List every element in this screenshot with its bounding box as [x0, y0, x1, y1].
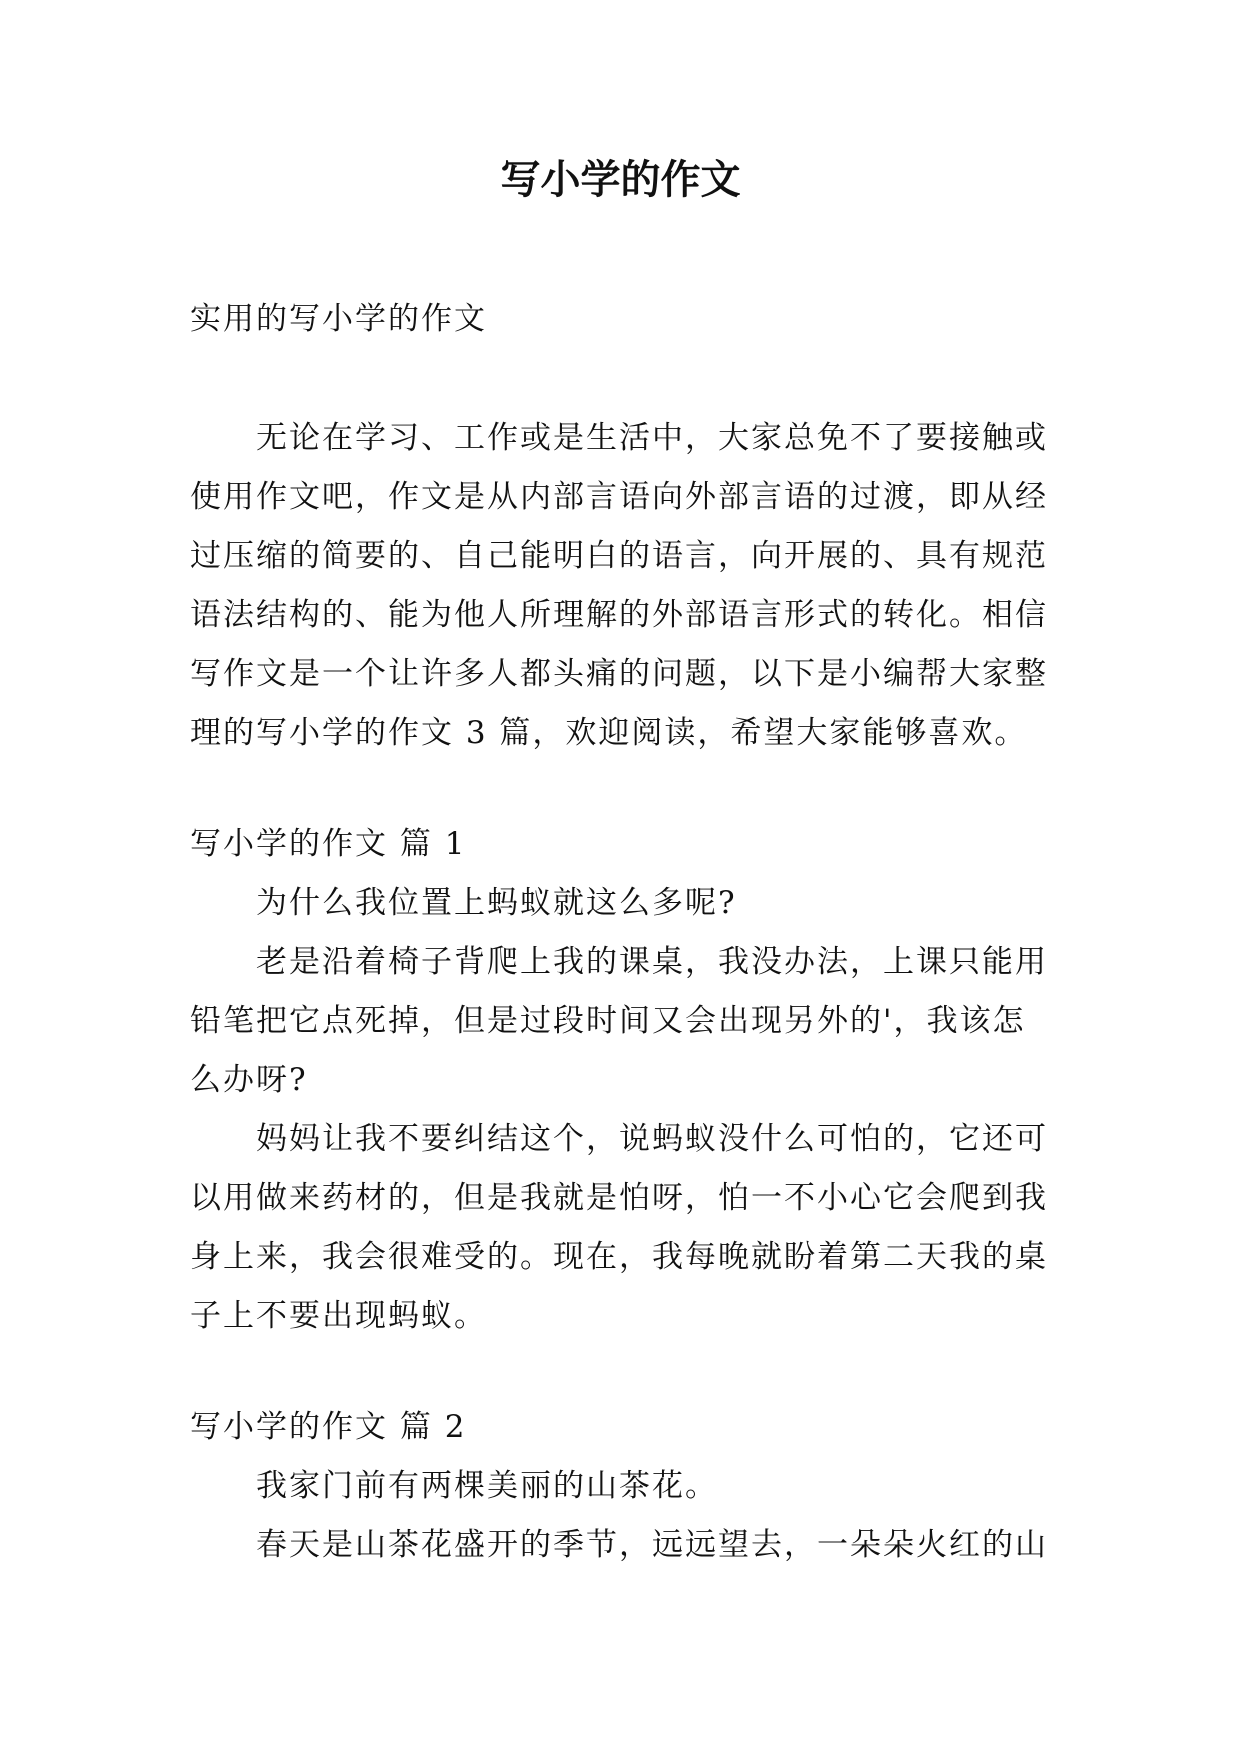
document-body — [190, 290, 1056, 1575]
intro-paragraph — [190, 409, 1056, 763]
paragraph-line: 身上来，我会很难受的。现在，我每晚就盼着第二天我的桌 — [190, 1239, 1048, 1275]
paragraph-line: 无论在学习、工作或是生活中，大家总免不了要接触或 — [256, 420, 1048, 456]
paragraph-line: 铅笔把它点死掉，但是过段时间又会出现另外的'，我该怎 — [190, 1003, 1026, 1039]
paragraph-line: 过压缩的简要的、自己能明白的语言，向开展的、具有规范 — [190, 538, 1048, 574]
section-heading: 写小学的作文 篇 1 — [190, 826, 467, 862]
paragraph-line: 写作文是一个让许多人都头痛的问题，以下是小编帮大家整 — [190, 656, 1048, 692]
paragraph-line: 语法结构的、能为他人所理解的外部语言形式的转化。相信 — [190, 597, 1048, 633]
spacer — [190, 349, 1056, 409]
paragraph-line: 理的写小学的作文 3 篇，欢迎阅读，希望大家能够喜欢。 — [190, 715, 1028, 751]
paragraph-line: 老是沿着椅子背爬上我的课桌，我没办法，上课只能用 — [256, 944, 1048, 980]
section-heading: 写小学的作文 篇 2 — [190, 1409, 467, 1445]
subtitle: 实用的写小学的作文 — [190, 301, 487, 337]
spacer — [190, 1346, 1056, 1398]
paragraph-line: 以用做来药材的，但是我就是怕呀，怕一不小心它会爬到我 — [190, 1180, 1048, 1216]
paragraph-line: 使用作文吧，作文是从内部言语向外部言语的过渡，即从经 — [190, 479, 1048, 515]
spacer — [190, 763, 1056, 815]
paragraph-line: 春天是山茶花盛开的季节，远远望去，一朵朵火红的山 — [256, 1527, 1048, 1563]
paragraph-line: 我家门前有两棵美丽的山茶花。 — [256, 1468, 718, 1504]
paragraph-line: 么办呀? — [190, 1062, 308, 1098]
paragraph-line: 为什么我位置上蚂蚁就这么多呢? — [256, 885, 737, 921]
section-1 — [190, 815, 1056, 1346]
section-2 — [190, 1398, 1056, 1575]
document-title: 写小学的作文 — [500, 157, 741, 203]
paragraph-line: 子上不要出现蚂蚁。 — [190, 1298, 487, 1334]
paragraph-line: 妈妈让我不要纠结这个，说蚂蚁没什么可怕的，它还可 — [256, 1121, 1048, 1157]
